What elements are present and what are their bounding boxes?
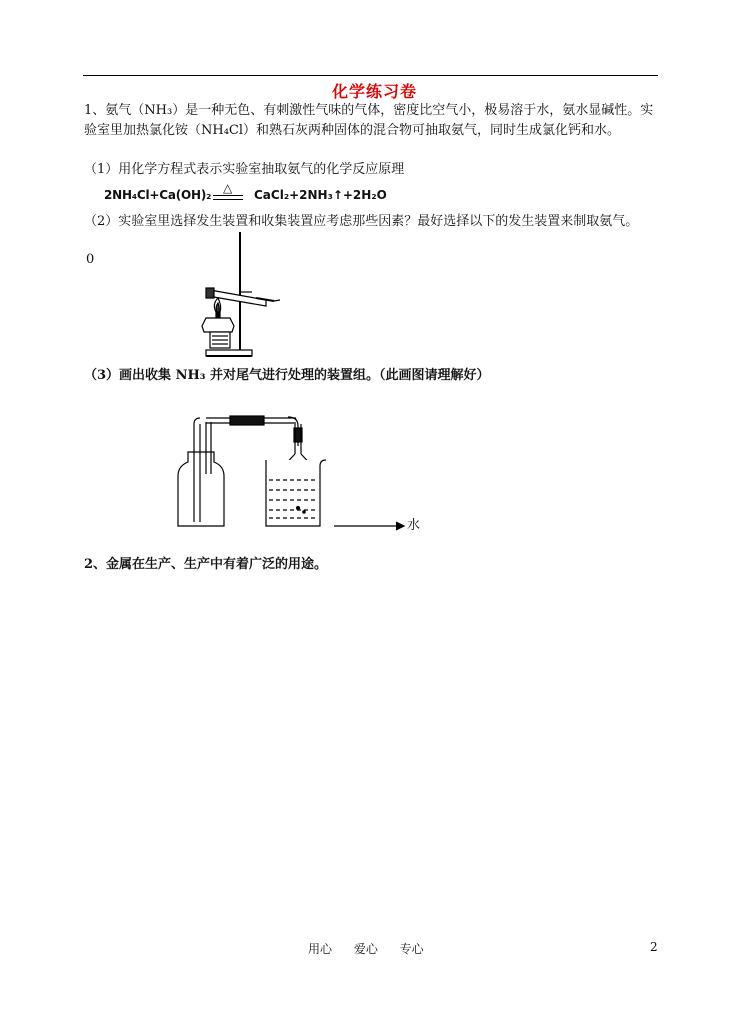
question-1-part-1: （1）用化学方程式表示实验室抽取氨气的化学反应原理: [84, 162, 405, 177]
collection-apparatus-diagram: [170, 414, 410, 534]
page-title: 化学练习卷: [331, 82, 417, 101]
header-rule: [83, 75, 658, 76]
equation-products: CaCl₂+2NH₃↑+2H₂O: [254, 188, 387, 202]
part-2-answer: 0: [86, 252, 95, 267]
equation-arrow-line-bottom: [213, 199, 243, 200]
generation-apparatus-diagram: [196, 228, 286, 364]
footer-motto: 用心 爱心 专心: [308, 942, 424, 956]
heat-symbol: △: [223, 181, 233, 195]
page-number: 2: [650, 940, 658, 954]
question-1-part-3: （3）画出收集 NH₃ 并对尾气进行处理的装置组。（此画图请理解好）: [84, 368, 490, 383]
question-2: 2、金属在生产、生产中有着广泛的用途。: [84, 557, 328, 572]
question-1-part-2: （2）实验室里选择发生装置和收集装置应考虑那些因素？最好选择以下的发生装置来制取氨气。: [84, 214, 639, 229]
equation-arrow-line-top: [213, 195, 243, 196]
water-label: 水: [407, 518, 421, 533]
equation-condition: [217, 183, 241, 205]
equation-reactants: 2NH₄Cl+Ca(OH)₂: [104, 188, 212, 202]
question-1-intro: 1、氨气（NH₃）是一种无色、有刺激性气味的气体，密度比空气小，极易溶于水，氨水显碱性。实验室里加热氯化铵（NH₄Cl）和熟石灰两种固体的混合物可抽取氨气，同时生成氯化钙和水。: [84, 103, 654, 138]
